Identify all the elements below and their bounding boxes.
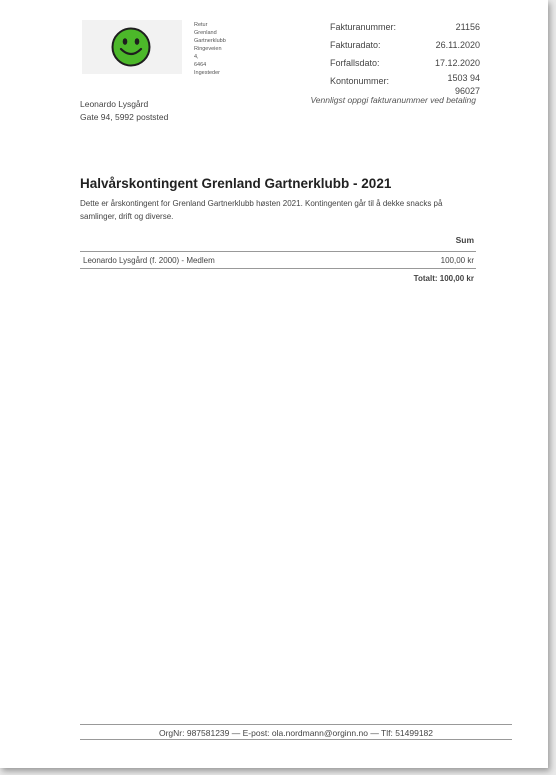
sum-column-header: Sum — [455, 235, 474, 245]
invoice-total: Totalt: 100,00 kr — [413, 274, 474, 283]
recipient-address — [80, 98, 168, 124]
recipient-street: Gate 94, 5992 poststed — [80, 112, 169, 122]
return-address-line: Ringeveien — [194, 46, 222, 52]
table-divider — [80, 251, 476, 252]
return-address — [194, 21, 234, 77]
line-item-description: Leonardo Lysgård (f. 2000) - Medlem — [83, 256, 215, 265]
invoice-number-label: Fakturanummer: — [330, 22, 397, 32]
account-number-value: 1503 94 96027 — [447, 73, 480, 96]
table-divider — [80, 268, 476, 269]
due-date-value: 17.12.2020 — [434, 58, 480, 68]
invoice-description: Dette er årskontingent for Grenland Gartnerklubb høsten 2021. Kontingenten går til å dekke snacks på samlinger, drift og diverse. — [80, 199, 443, 221]
invoice-number-value: 21156 — [455, 22, 480, 32]
invoice-date-value: 26.11.2020 — [435, 40, 480, 50]
return-address-line: Retur — [194, 22, 208, 28]
footer-divider — [80, 739, 512, 740]
recipient-name: Leonardo Lysgård — [80, 99, 149, 109]
table-row — [80, 256, 474, 265]
invoice-meta — [330, 22, 480, 106]
invoice-date-row — [330, 40, 480, 50]
invoice-number-row — [330, 22, 480, 32]
return-address-line: 4, — [194, 54, 199, 60]
invoice-title: Halvårskontingent Grenland Gartnerklubb - 2021 — [80, 176, 392, 191]
line-item-amount: 100,00 kr — [440, 256, 474, 265]
return-address-line: 6464 — [194, 62, 207, 68]
return-address-line: Grenland — [194, 30, 217, 36]
payment-note: Vennligst oppgi fakturanummer ved betaling — [310, 95, 476, 105]
due-date-row — [330, 58, 480, 68]
club-logo — [82, 20, 182, 74]
footer-divider — [80, 724, 512, 725]
footer-contact: OrgNr: 987581239 — E-post: ola.nordmann@orginn.no — Tlf: 51499182 — [158, 728, 434, 738]
return-address-line: Gartnerklubb — [194, 38, 226, 44]
account-number-label: Kontonummer: — [330, 76, 390, 86]
invoice-date-label: Fakturadato: — [330, 40, 381, 50]
return-address-line: Ingesteder — [194, 70, 220, 76]
smiley-face-icon — [111, 27, 151, 67]
due-date-label: Forfallsdato: — [330, 58, 380, 68]
